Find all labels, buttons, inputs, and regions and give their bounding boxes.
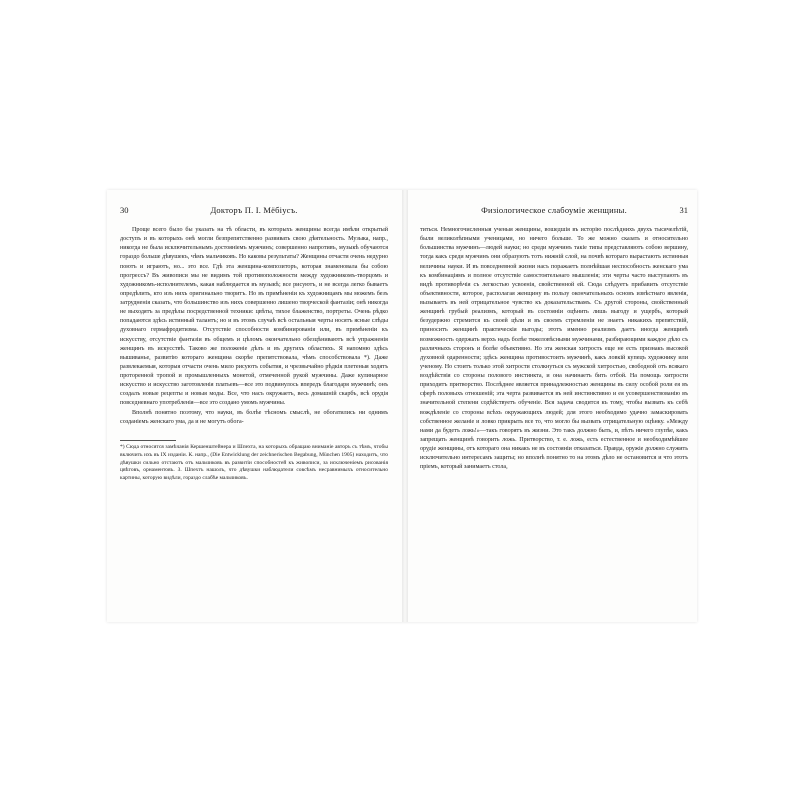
footnote-rule [120,440,176,441]
paragraph: Проще всего было бы указать на тѣ области, въ которыхъ женщины всегда имѣли открытый доступъ и въ которыхъ онѣ могли безпрепятственно развивать свою дѣятельность. Музыка, напр., никогда не была исключительнымъ достояніемъ мужчинъ; совершенно напротивъ, музыкѣ обучаются гораздо больше дѣвушекъ, чѣмъ мальчиковъ. Но каковы результаты? Женщины отчасти очень недурно поютъ и играютъ, но... это все. Гдѣ эта женщина-композиторъ, которая знаменовала бы собою прогрессъ? Въ живописи мы не видимъ той противоположности между художникомъ-творцомъ и художникомъ-исполнителемъ, какая наблюдается въ музыкѣ; все рисуютъ, и не всегда легко бываетъ опредѣлить, кто изъ нихъ оригинально творитъ. Но въ примѣненіи къ художницамъ мы можемъ безъ затрудненія сказать, что большинство изъ нихъ совершенно лишено творческой фантазіи; онѣ никогда не выходятъ за предѣлы посредственной техники: цвѣты, тихое блаженство, портреты. Очень рѣдко попадаются здѣсь истинный талантъ; но и въ этомъ случаѣ всѣ остальныя черты носятъ ясные слѣды духовнаго гермафродитизма. Отсутствіе способности комбинированія или, въ примѣненіи къ искусству, отсутствіе фантазіи въ общемъ и цѣломъ окончательно обезцѣниваютъ всѣ упражненія женщинъ въ искусствѣ. Таково же положеніе дѣлъ и въ другихъ областяхъ. Я напомню здѣсь вышиванье, развитію котораго женщина скорѣе препятствовала, чѣмъ способствовала *). Даже развлекаемыя, которыя отчасти очень мило рисуютъ события, и чрезвычайно рѣдкія плетеныя ходятъ проторенной тропой и промышленныхъ монетой, отмеченной рукой мужчины. Даже кулинарное искусство и искусство заготовленія платьевъ—все это подвинулось впередъ благодаря мужчинѣ; онъ создалъ новые рецепты и новыя моды. Все, что насъ окружаетъ, весь домашній скарбъ, всѣ орудія повседневнаго употребленія—все это создано умомъ мужчины. [120,227,388,407]
page-body [120,226,388,427]
running-header [120,205,388,219]
page-number: 31 [679,205,688,215]
page-body [420,226,688,472]
running-title: Докторъ П. І. Мёбіусъ. [210,205,298,215]
right-page [420,205,688,472]
page-number: 30 [120,205,129,215]
left-page [120,205,388,483]
paragraph: титься. Немногочисленныя ученыя женщины, вошедшія въ исторію послѣднихъ двухъ тысячелѣтій, были великолѣпными ученицами, но ничего больше. То же можно сказать и относительно большинства мужчинъ—людей науки; но среди мужчинъ такіе типы представляютъ собою вершину, тогда какъ среди мужчинъ они образуютъ тотъ нижній слой, на почвѣ котораго вырастаютъ истинныя величины науки. И въ повседневной жизни насъ поражаетъ полнѣйшая неспособность женскаго ума къ комбинаціямъ и полное отсутствіе самостоятельнаго мышленія; эти черты часто выступаютъ въ видѣ противорѣчія съ легкостью усвоенія, свойственной ей. Сюда слѣдуетъ прибавить отсутствіе объективности, которое, располагая женщину въ пользу окончательныхъ основъ извѣстнаго явленія, вызываетъ въ ней отрицательное чувство къ доказательствамъ. Съ другой стороны, свойственный женщинѣ грубый реализмъ, который въ состояніи оцѣнить лишь выгоду и ущербъ, который безудержно стремится къ своей цѣли и въ своемъ стремленіи не знаетъ никакихъ препятствій, приноситъ женщинѣ практическія выгоды; этотъ именно реализмъ даетъ иногда женщинѣ возможность одержать верхъ надъ болѣе тяжеловѣсными мужчинами, разбирающими каждое дѣло съ различныхъ сторонъ и болѣе объективно. Но эта женская хитрость еще не есть признакъ высокой духовной одаренности; здѣсь женщина противостоитъ мужчинѣ, какъ ловкій купецъ художнику или ученому. Но стоитъ только этой хитрости столкнуться съ мужской хитростью, свободной отъ всякаго воздѣйствія со стороны полового инстинкта, и она начинаетъ бить отбой. На помощь хитрости приходитъ притворство. Послѣднее является принадлежностью женщины въ силу особой роли ея въ сферѣ половыхъ отношеній; эта черта развивается въ ней инстинктивно и ея усовершенствованію въ значительной степени содѣйствуетъ обученіе. Вся задача сводится къ тому, чтобы вызвать къ себѣ вождѣленіе со стороны всѣхъ окружающихъ людей; для этого необходимо удачно замаскировать собственное желаніе и ловко прикрыть все то, что могло бы вызвать отрицательную оцѣнку. «Между нами да будетъ ложь!»—такъ говорятъ въ жизни. Это такъ должно быть, и, пѣтъ ничего глупѣе, какъ запрещать женщинѣ говорить ложь. Притворство, т. е. ложь, есть естественное и необходимѣйшее орудіе женщины, отъ котораго она никакъ не въ состояніи отказаться. Правда, оружіе должно служить исключительно интересамъ защиты; но вполнѣ понятно то на этомъ дѣло не остановится и что этотъ пріемъ, который занимаетъ стола, [420,227,688,471]
running-title: Физіологическое слабоуміе женщины. [481,205,627,215]
book-gutter [402,190,408,622]
running-header [420,205,688,219]
paragraph: Вполнѣ понятно поэтому, что науки, въ болѣе тѣсномъ смыслѣ, не обогатились ни однимъ созданіемъ женскаго ума, да и не могутъ обога- [120,409,388,425]
footnote: *) Сюда относятся замѣчанія Кершенштейнера и Шпехта, на которыхъ обращаю вниманіе авторъ съ тѣмъ, чтобы включить ихъ въ IX изданіи. К. напр., (Die Entwicklung der zeichnerischen Begabung, München 1905) находитъ, что дѣвушки сильно отстаютъ отъ мальчиковъ въ развитіи способностей къ живописи, за исключеніемъ рисованія цвѣтовъ, орнаментовъ. З. Шпехтъ нашолъ, что дѣвушки наблюдатели совсѣмъ несравнимыхъ относительно картины, которую видѣли, гораздо слабѣе мальчиковъ. [120,443,388,482]
